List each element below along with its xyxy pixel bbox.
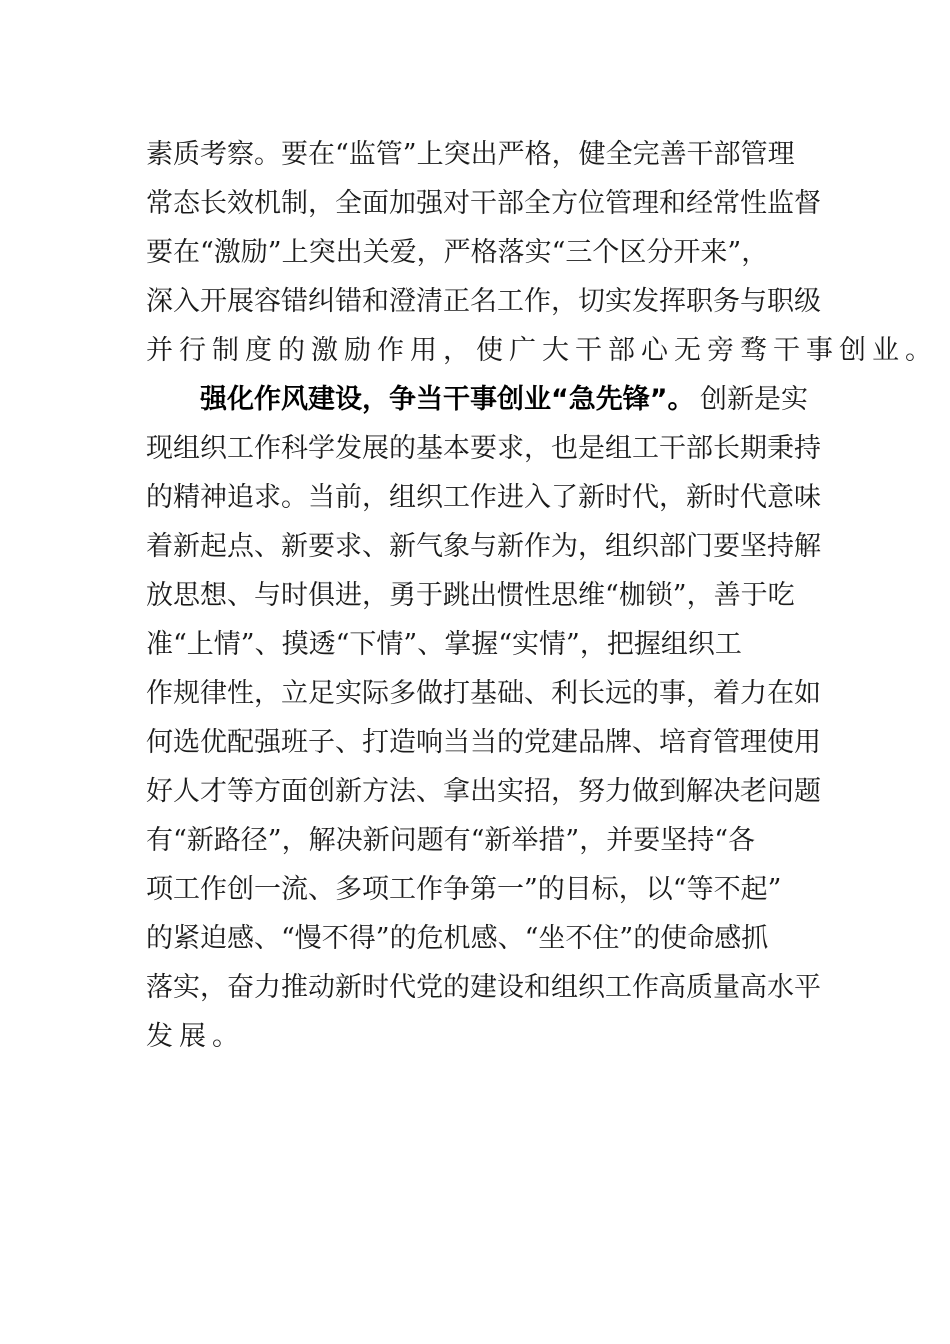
text-line: 的精神追求。当前，组织工作进入了新时代，新时代意味 bbox=[146, 482, 821, 513]
paragraph-heading-line bbox=[146, 375, 808, 424]
text-line: 的紧迫感、“慢不得”的危机感、“坐不住”的使命感抓 bbox=[146, 923, 769, 954]
text-line: 发展。 bbox=[146, 1021, 245, 1052]
document-body bbox=[146, 130, 938, 1061]
text-line: 现组织工作科学发展的基本要求，也是组工干部长期秉持 bbox=[146, 433, 821, 464]
text-line: 作规律性，立足实际多做打基础、利长远的事，着力在如 bbox=[146, 678, 821, 709]
text-line: 落实，奋力推动新时代党的建设和组织工作高质量高水平 bbox=[146, 972, 821, 1003]
text-line: 深入开展容错纠错和澄清正名工作，切实发挥职务与职级 bbox=[146, 286, 821, 317]
text-line: 项工作创一流、多项工作争第一”的目标，以“等不起” bbox=[146, 874, 782, 905]
text-line: 放思想、与时俱进，勇于跳出惯性思维“枷锁”，善于吃 bbox=[146, 580, 795, 611]
text-line: 常态长效机制，全面加强对干部全方位管理和经常性监督 bbox=[146, 188, 821, 219]
text-line: 好人才等方面创新方法、拿出实招，努力做到解决老问题 bbox=[146, 776, 821, 807]
text-line: 素质考察。要在“监管”上突出严格，健全完善干部管理 bbox=[146, 139, 795, 170]
text-line: 并行制度的激励作用，使广大干部心无旁骛干事创业。 bbox=[146, 335, 938, 366]
text-run: 创新是实 bbox=[700, 384, 808, 415]
text-line: 着新起点、新要求、新气象与新作为，组织部门要坚持解 bbox=[146, 531, 821, 562]
text-line: 要在“激励”上突出关爱，严格落实“三个区分开来”， bbox=[146, 237, 769, 268]
paragraph-heading: 强化作风建设，争当干事创业“急先锋”。 bbox=[200, 384, 695, 415]
text-line: 有“新路径”，解决新问题有“新举措”，并要坚持“各 bbox=[146, 825, 756, 856]
text-line: 何选优配强班子、打造响当当的党建品牌、培育管理使用 bbox=[146, 727, 821, 758]
text-line: 准“上情”、摸透“下情”、掌握“实情”，把握组织工 bbox=[146, 629, 742, 660]
